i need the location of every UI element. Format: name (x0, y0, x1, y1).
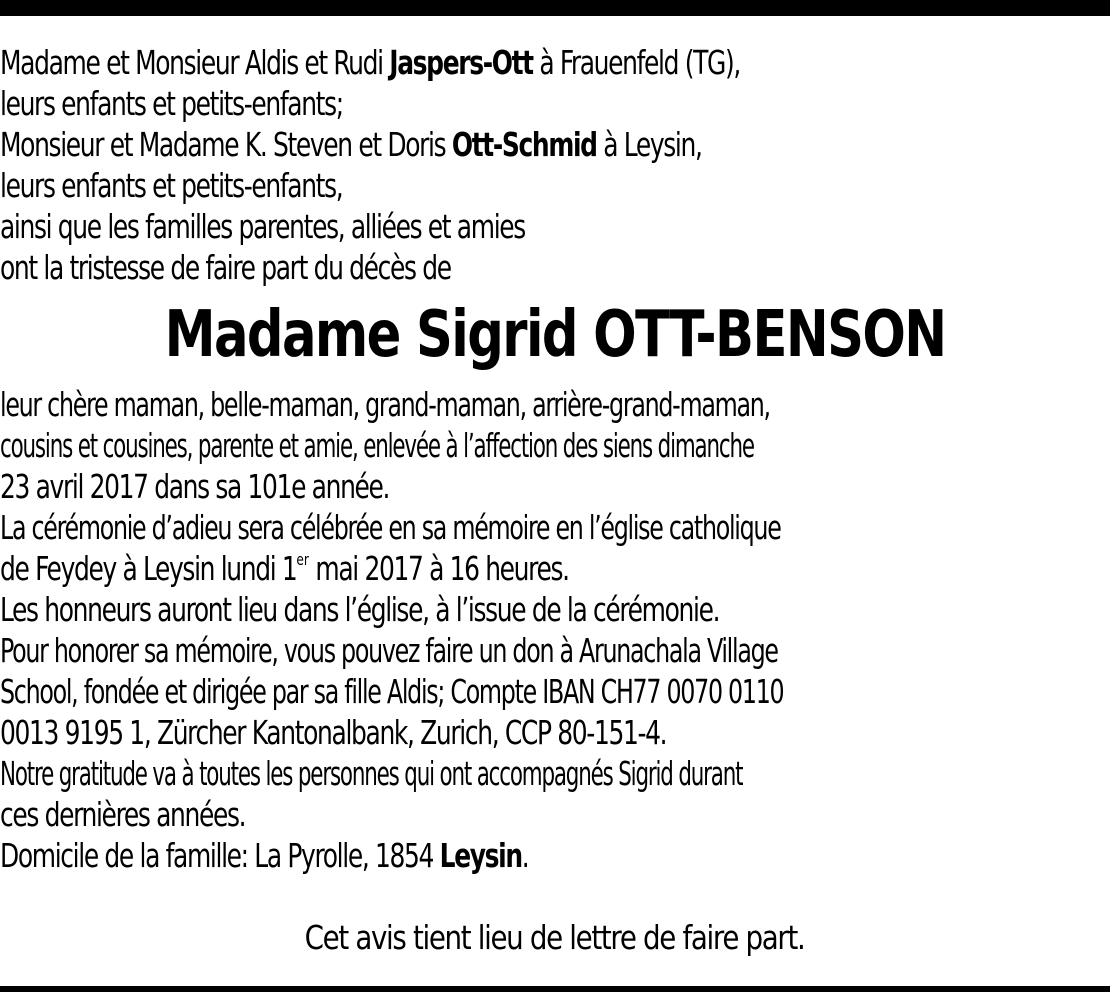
body-line-4: La cérémonie d’adieu sera célébrée en sa mémoire en l’église catholique (0, 508, 781, 547)
family-name-ott-schmid: Ott-Schmid (451, 125, 597, 164)
intro-line-1-text: Madame et Monsieur Aldis et Rudi (0, 43, 390, 82)
intro-line-1-place: à Frauenfeld (TG), (532, 43, 740, 82)
body-line-3: 23 avril 2017 dans sa 101e année. (0, 467, 390, 506)
body-line-2: cousins et cousines, parente et amie, enlevée à l’affection des siens dimanche (0, 426, 754, 465)
intro-line-3 (0, 124, 932, 165)
domicile-town: Leysin (439, 836, 522, 875)
body-line-6: Les honneurs auront lieu dans l’église, à l’issue de la cérémonie. (0, 590, 720, 629)
family-name-jaspers-ott: Jaspers-Ott (389, 43, 533, 82)
body-line-8: School, fondée et dirigée par sa fille Aldis; Compte IBAN CH77 0070 0110 (0, 672, 784, 711)
closing-text: Cet avis tient lieu de lettre de faire part. (305, 918, 805, 957)
body-line-11: ces dernières années. (0, 795, 246, 834)
body-line-9: 0013 9195 1, Zürcher Kantonalbank, Zurich, CCP 80-151-4. (0, 713, 667, 752)
body-line-12 (0, 835, 932, 876)
body-line-5 (0, 548, 932, 589)
bottom-border-rule (0, 986, 1110, 992)
body-line-7: Pour honorer sa mémoire, vous pouvez faire un don à Arunachala Village (0, 631, 778, 670)
intro-line-5: ainsi que les familles parentes, alliées et amies (0, 207, 525, 246)
body-line-10: Notre gratitude va à toutes les personnes qui ont accompagnés Sigrid durant (0, 754, 743, 793)
intro-line-3-place: à Leysin, (596, 125, 702, 164)
deceased-name: Madame Sigrid OTT-BENSON (164, 298, 946, 372)
intro-line-6: ont la tristesse de faire part du décès de (0, 248, 451, 287)
domicile-period: . (521, 836, 529, 875)
body-line-5-time: mai 2017 à 16 heures. (308, 549, 569, 588)
deceased-name-heading (0, 288, 1110, 384)
intro-line-2: leurs enfants et petits-enfants; (0, 84, 343, 123)
domicile-text: Domicile de la famille: La Pyrolle, 1854 (0, 836, 440, 875)
intro-line-1 (0, 42, 932, 83)
body-line-5-text: de Feydey à Leysin lundi 1 (0, 549, 297, 588)
top-border-rule (0, 0, 1110, 16)
ordinal-superscript: er (296, 550, 309, 569)
closing-statement (0, 917, 1110, 958)
intro-line-3-text: Monsieur et Madame K. Steven et Doris (0, 125, 452, 164)
death-notice (0, 42, 1110, 876)
body-line-1: leur chère maman, belle-maman, grand-maman, arrière-grand-maman, (0, 385, 770, 424)
intro-line-4: leurs enfants et petits-enfants, (0, 166, 343, 205)
